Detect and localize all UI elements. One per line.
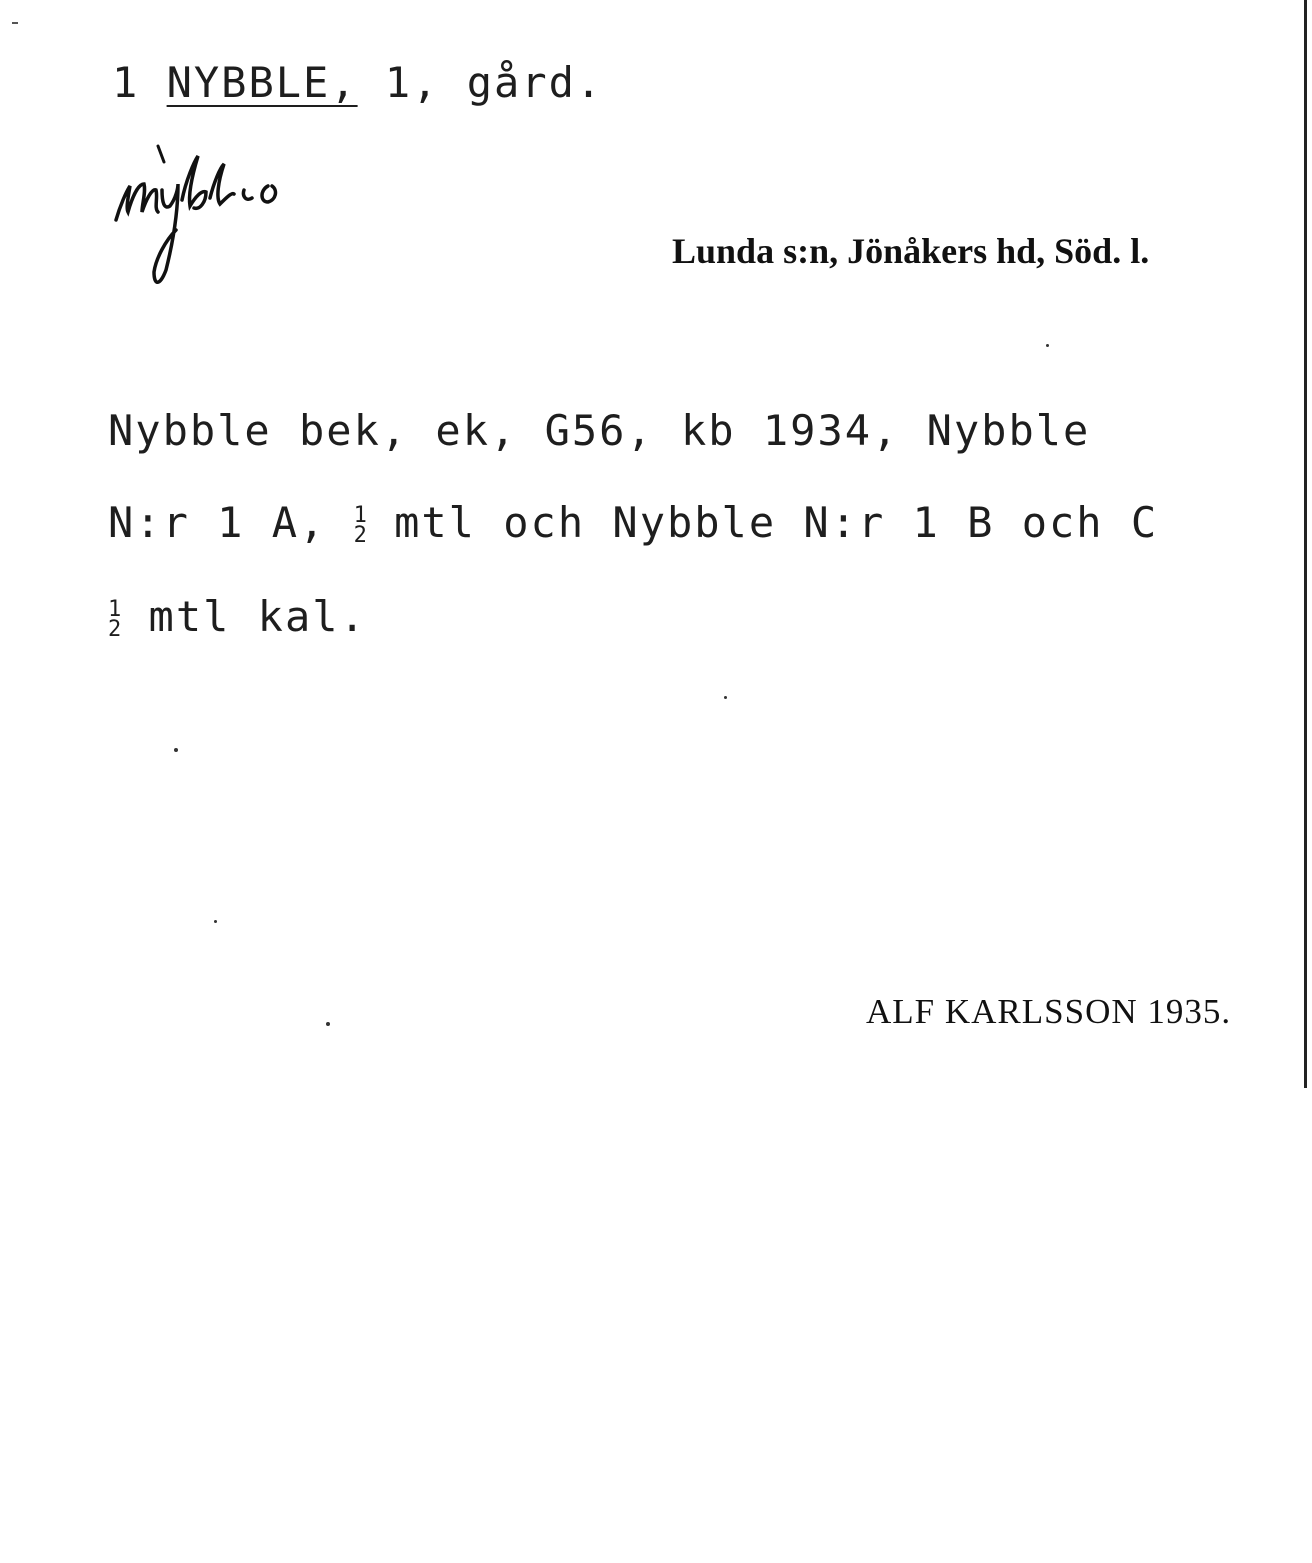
scan-speck — [214, 920, 217, 923]
signature: ALF KARLSSON 1935. — [866, 992, 1232, 1031]
scan-speck — [326, 1022, 330, 1026]
description-line-3 — [108, 592, 367, 642]
half-fraction: 1 2 — [353, 502, 367, 548]
description-line-1: Nybble bek, ek, G56, kb 1934, Nybble — [108, 406, 1091, 455]
card-number: 1 — [112, 58, 140, 107]
scan-speck — [1046, 344, 1049, 347]
description-text: mtl kal. — [121, 592, 367, 641]
location-label: Lunda s:n, Jönåkers hd, Söd. l. — [672, 231, 1150, 271]
description-line-2 — [108, 498, 1159, 548]
handwritten-name — [106, 140, 306, 290]
scan-speck — [724, 696, 727, 699]
description-text: N:r 1 A, — [108, 498, 354, 547]
description-text: mtl och Nybble N:r 1 B och C — [366, 498, 1159, 547]
card-edge — [1304, 0, 1307, 1088]
half-fraction: 1 2 — [108, 596, 122, 642]
place-name: NYBBLE, — [166, 58, 358, 107]
scan-speck — [174, 748, 178, 752]
card-header — [112, 58, 604, 107]
header-rest: 1, gård. — [357, 58, 604, 107]
scan-mark — [12, 22, 18, 24]
